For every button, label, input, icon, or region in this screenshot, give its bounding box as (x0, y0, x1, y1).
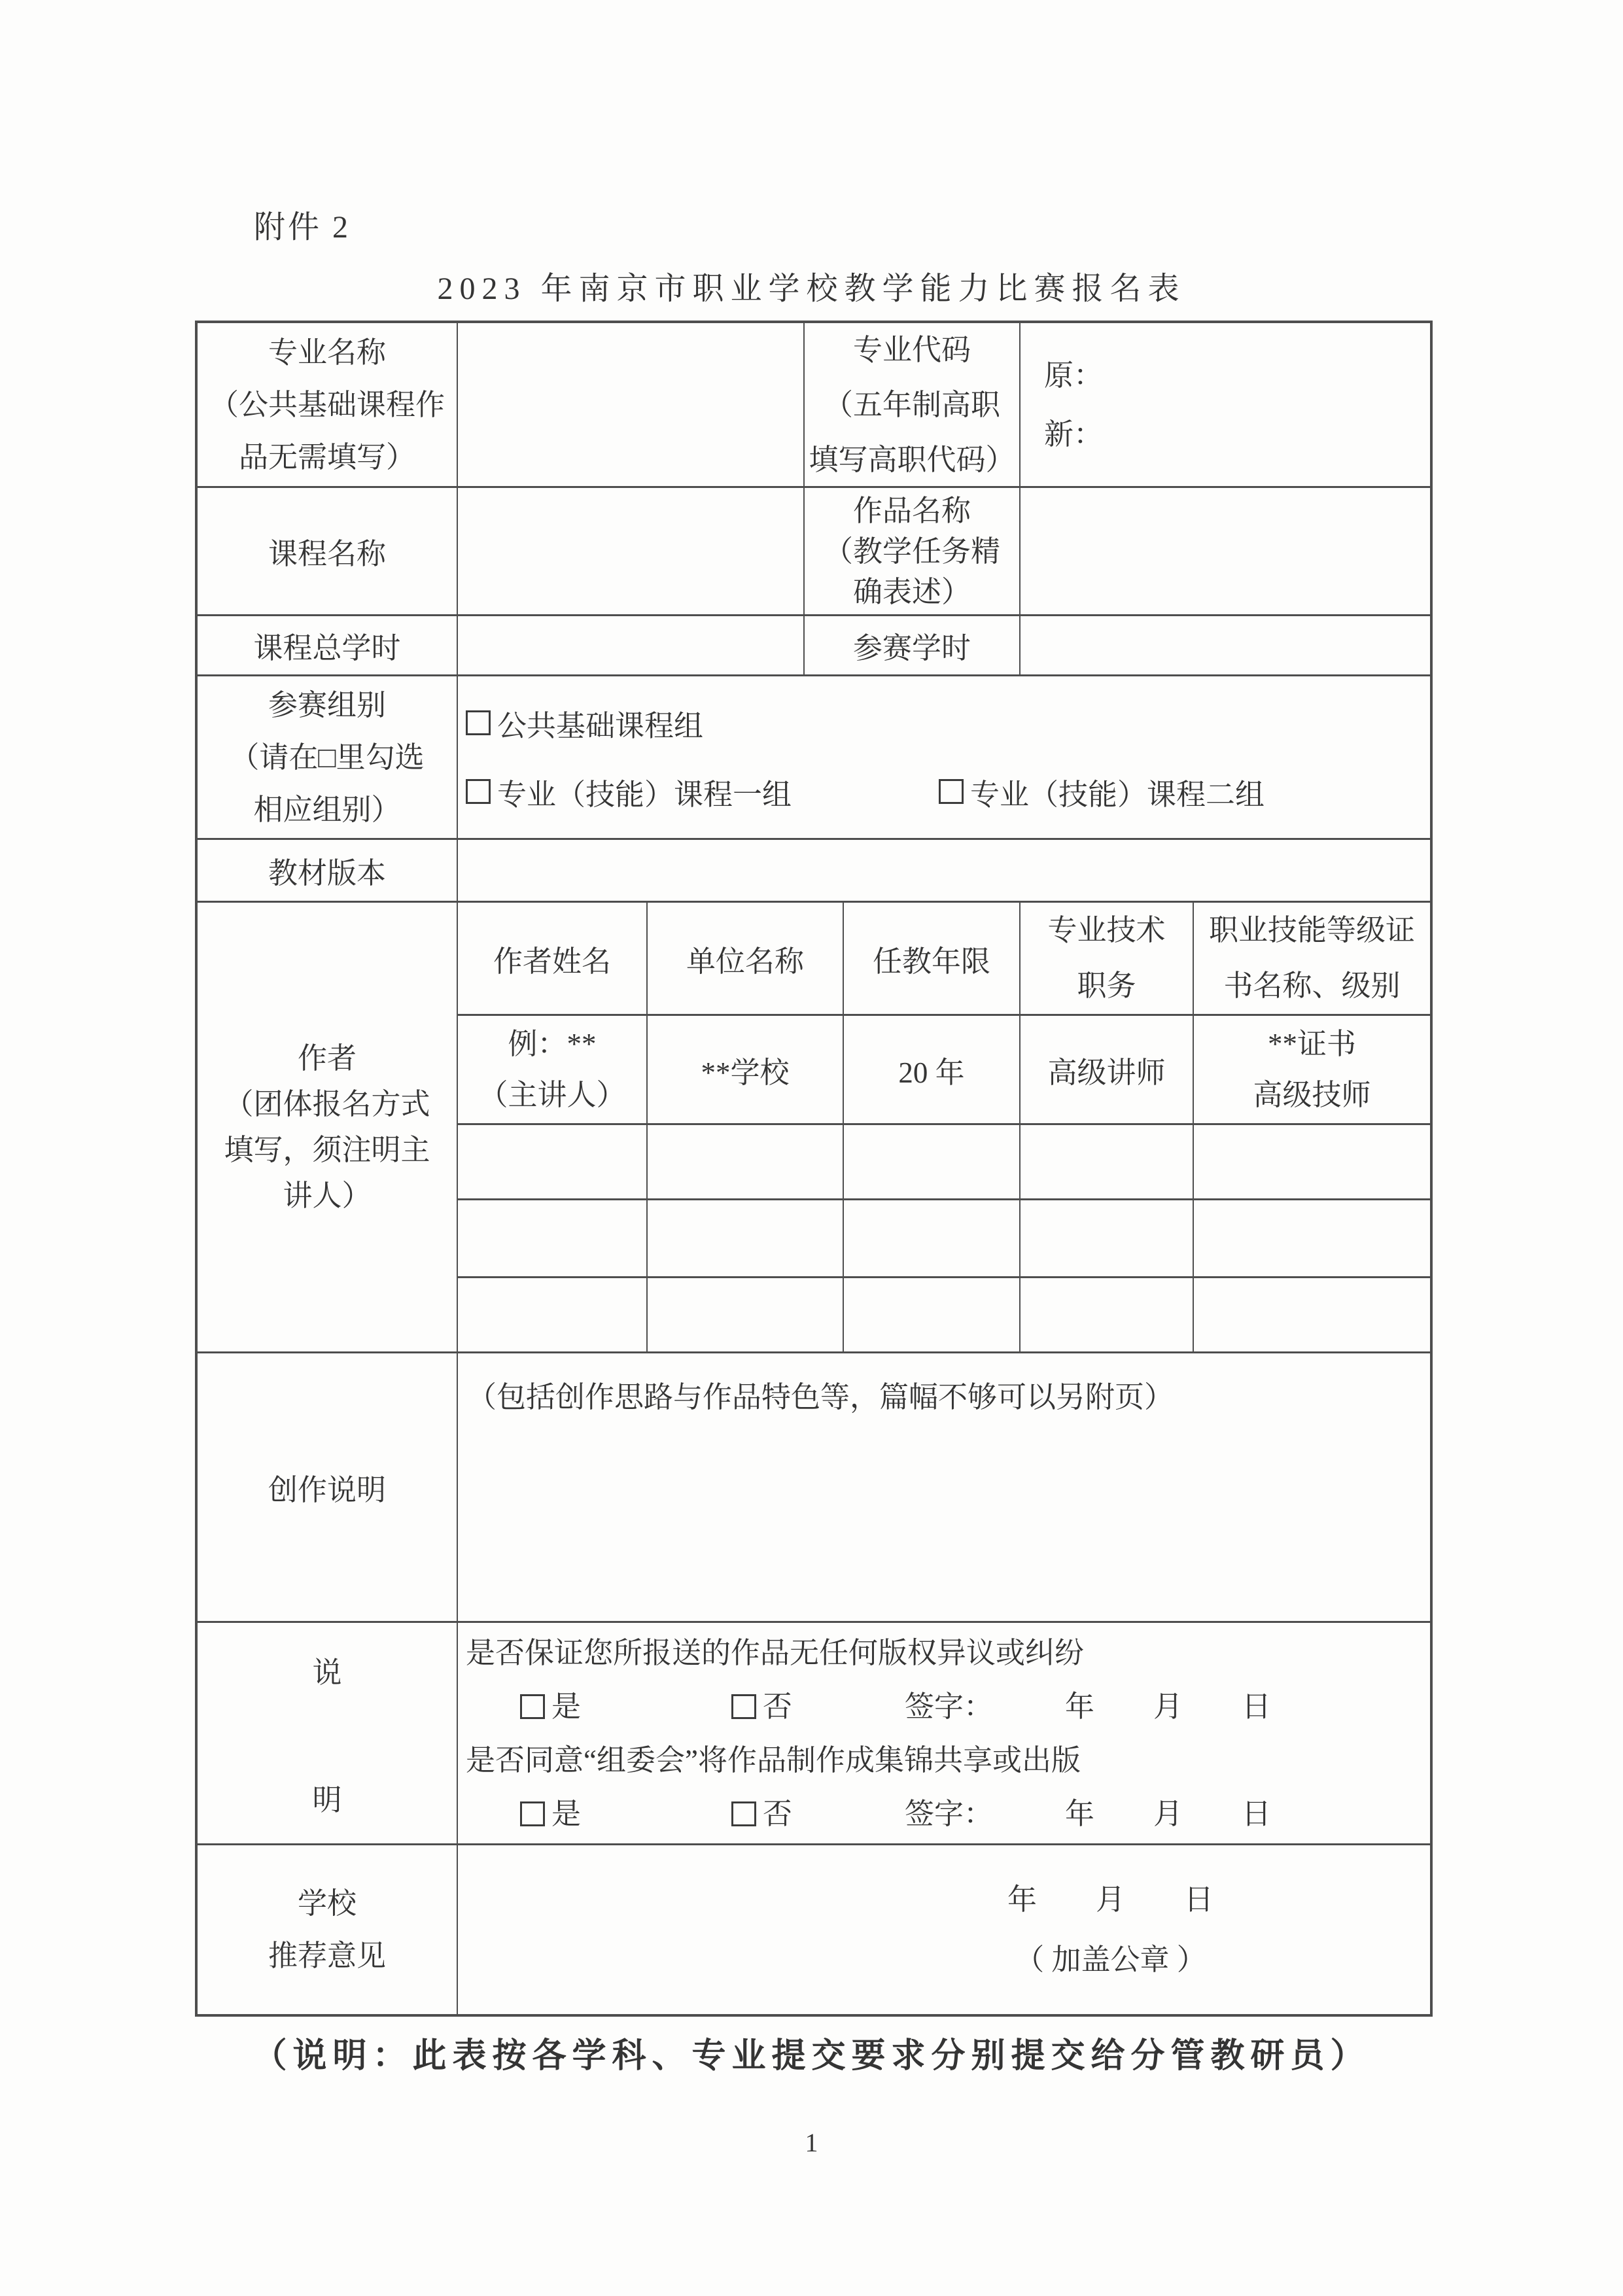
author-tech-header-line2: 职务 (1077, 969, 1136, 1002)
statement-label-line2: 明 (312, 1783, 342, 1817)
page-number: 1 (805, 2128, 818, 2157)
group-options-cell (458, 676, 1430, 838)
author-tech-header-cell (1021, 903, 1194, 1014)
work-name-note-line1: （教学任务精 (823, 534, 1000, 568)
group-label-line3: 相应组别） (253, 793, 401, 826)
school-opinion-label-line1: 学校 (297, 1887, 357, 1920)
major-code-new-label: 新： (1044, 417, 1104, 451)
entry-hours-label-cell: 参赛学时 (805, 616, 1021, 674)
publish-yes-label: 是 (551, 1797, 582, 1830)
course-name-input-cell[interactable] (458, 488, 805, 614)
hours-row (198, 616, 1430, 676)
author-unit-input-cell[interactable] (648, 1200, 844, 1276)
author-cert-input-cell[interactable] (1194, 1200, 1430, 1276)
school-date-label: 年 月 日 (1007, 1883, 1214, 1916)
course-name-label-cell: 课程名称 (198, 488, 458, 614)
example-tech-cell: 高级讲师 (1021, 1016, 1194, 1123)
authors-empty-row (458, 1200, 1430, 1278)
publish-date-label: 年 月 日 (1065, 1797, 1272, 1830)
copyright-no-label: 否 (763, 1690, 793, 1723)
author-years-input-cell[interactable] (844, 1278, 1021, 1353)
creation-label-cell: 创作说明 (198, 1353, 458, 1621)
school-seal-label: （ 加盖公章 ） (1015, 1943, 1206, 1976)
group-option-public-row (466, 702, 703, 744)
work-name-note-line2: 确表述） (852, 575, 971, 608)
authors-label-cell (198, 903, 458, 1351)
author-cert-header-line1: 职业技能等级证 (1208, 914, 1415, 947)
statement-row (198, 1623, 1430, 1845)
author-years-input-cell[interactable] (844, 1200, 1021, 1276)
major-code-old-label: 原： (1044, 358, 1104, 392)
authors-header-row (458, 903, 1430, 1016)
publish-signature-label: 签字： (905, 1797, 994, 1830)
page-title: 2023 年南京市职业学校教学能力比赛报名表 (437, 271, 1186, 306)
checkbox-icon[interactable] (731, 1694, 756, 1719)
work-name-label: 作品名称 (852, 494, 971, 527)
registration-table (195, 321, 1433, 2017)
group-label-line2: （请在□里勾选 (230, 740, 425, 774)
group-option-pro1[interactable] (466, 771, 792, 813)
group-option-pro2[interactable] (939, 771, 1265, 813)
author-tech-header-line1: 专业技术 (1047, 914, 1166, 947)
major-code-input-cell[interactable] (1021, 323, 1430, 486)
major-name-input-cell[interactable] (458, 323, 805, 486)
copyright-yes-option[interactable] (520, 1680, 581, 1733)
creation-hint: （包括创作思路与作品特色等，篇幅不够可以另附页） (467, 1381, 1174, 1414)
authors-label-line3: 填写，须注明主 (224, 1134, 430, 1166)
school-opinion-date-block (1007, 1870, 1213, 1990)
author-tech-input-cell[interactable] (1021, 1125, 1194, 1198)
author-unit-input-cell[interactable] (648, 1125, 844, 1198)
group-option-public[interactable] (466, 702, 703, 744)
copyright-date-label: 年 月 日 (1065, 1690, 1272, 1723)
author-name-input-cell[interactable] (458, 1278, 648, 1353)
creation-input-cell[interactable] (458, 1353, 1430, 1621)
textbook-input-cell[interactable] (458, 840, 1430, 901)
authors-label-line4: 讲人） (283, 1179, 372, 1212)
major-name-note-line1: （公共基础课程作 (209, 388, 445, 421)
author-years-header-cell: 任教年限 (844, 903, 1021, 1014)
school-opinion-label-line2: 推荐意见 (268, 1939, 386, 1972)
authors-example-row (458, 1016, 1430, 1125)
group-option-pro2-label: 专业（技能）课程二组 (970, 778, 1265, 811)
group-label-cell (198, 676, 458, 838)
major-code-label: 专业代码 (852, 333, 971, 366)
author-name-header-cell: 作者姓名 (458, 903, 648, 1014)
statement-label-line1: 说 (312, 1656, 342, 1689)
checkbox-icon[interactable] (731, 1801, 756, 1826)
group-option-pro1-label: 专业（技能）课程一组 (497, 778, 792, 811)
publish-no-option[interactable] (731, 1787, 792, 1841)
creation-row (198, 1353, 1430, 1623)
author-years-input-cell[interactable] (844, 1125, 1021, 1198)
major-code-label-cell (805, 323, 1021, 486)
authors-label-line1: 作者 (297, 1042, 357, 1075)
copyright-signature-label: 签字： (905, 1690, 994, 1723)
checkbox-icon[interactable] (520, 1801, 545, 1826)
work-name-input-cell[interactable] (1021, 488, 1430, 614)
course-name-row (198, 488, 1430, 616)
work-name-label-cell (805, 488, 1021, 614)
publish-yes-option[interactable] (520, 1787, 581, 1841)
example-cert-cell (1194, 1016, 1430, 1123)
copyright-no-option[interactable] (731, 1680, 792, 1733)
group-option-pro-row (466, 771, 1265, 813)
author-name-input-cell[interactable] (458, 1200, 648, 1276)
major-name-note-line2: 品无需填写） (238, 440, 415, 474)
entry-hours-input-cell[interactable] (1021, 616, 1430, 674)
example-name-line1: 例：** (508, 1028, 597, 1060)
textbook-label-cell: 教材版本 (198, 840, 458, 901)
authors-label-line2: （团体报名方式 (224, 1088, 430, 1121)
footer-note: （说明：此表按各学科、专业提交要求分别提交给分管教研员） (253, 2038, 1370, 2075)
statement-label-cell (198, 1623, 458, 1843)
competition-group-row (198, 676, 1430, 840)
statement-options-publish (458, 1787, 1430, 1841)
major-code-note-line2: 填写高职代码） (809, 443, 1015, 476)
author-name-input-cell[interactable] (458, 1125, 648, 1198)
example-cert-line2: 高级技师 (1253, 1079, 1371, 1111)
example-years-cell: 20 年 (844, 1016, 1021, 1123)
example-name-cell (458, 1016, 648, 1123)
major-name-label-cell (198, 323, 458, 486)
total-hours-label-cell: 课程总学时 (198, 616, 458, 674)
checkbox-icon[interactable] (520, 1694, 545, 1719)
author-cert-header-line2: 书名称、级别 (1223, 969, 1401, 1002)
group-option-public-label: 公共基础课程组 (497, 709, 704, 742)
checkbox-icon[interactable] (466, 710, 491, 735)
example-name-line2: （主讲人） (478, 1079, 626, 1111)
authors-empty-row (458, 1278, 1430, 1353)
major-name-label: 专业名称 (268, 336, 386, 369)
author-cert-input-cell[interactable] (1194, 1278, 1430, 1353)
attachment-label: 附件 2 (254, 210, 351, 245)
checkbox-icon[interactable] (466, 779, 491, 804)
author-tech-input-cell[interactable] (1021, 1200, 1194, 1276)
statement-options-copyright (458, 1680, 1430, 1733)
example-cert-line1: **证书 (1267, 1028, 1356, 1060)
author-cert-input-cell[interactable] (1194, 1125, 1430, 1198)
school-opinion-input-cell[interactable] (458, 1845, 1430, 2014)
textbook-row (198, 840, 1430, 903)
total-hours-input-cell[interactable] (458, 616, 805, 674)
example-unit-cell: **学校 (648, 1016, 844, 1123)
authors-row (198, 903, 1430, 1353)
major-code-note-line1: （五年制高职 (823, 388, 1000, 421)
authors-subtable (458, 903, 1430, 1351)
authors-empty-row (458, 1125, 1430, 1200)
author-tech-input-cell[interactable] (1021, 1278, 1194, 1353)
group-label-line1: 参赛组别 (268, 688, 386, 722)
author-unit-input-cell[interactable] (648, 1278, 844, 1353)
school-opinion-row (198, 1845, 1430, 2014)
major-name-row (198, 323, 1430, 488)
school-opinion-label-cell (198, 1845, 458, 2014)
publish-no-label: 否 (763, 1797, 793, 1830)
statement-question-copyright: 是否保证您所报送的作品无任何版权异议或纠纷 (466, 1636, 1085, 1669)
author-cert-header-cell (1194, 903, 1430, 1014)
statement-content-cell (458, 1623, 1430, 1843)
copyright-yes-label: 是 (551, 1690, 582, 1723)
author-unit-header-cell: 单位名称 (648, 903, 844, 1014)
statement-question-publish: 是否同意“组委会”将作品制作成集锦共享或出版 (466, 1743, 1081, 1777)
checkbox-icon[interactable] (939, 779, 964, 804)
